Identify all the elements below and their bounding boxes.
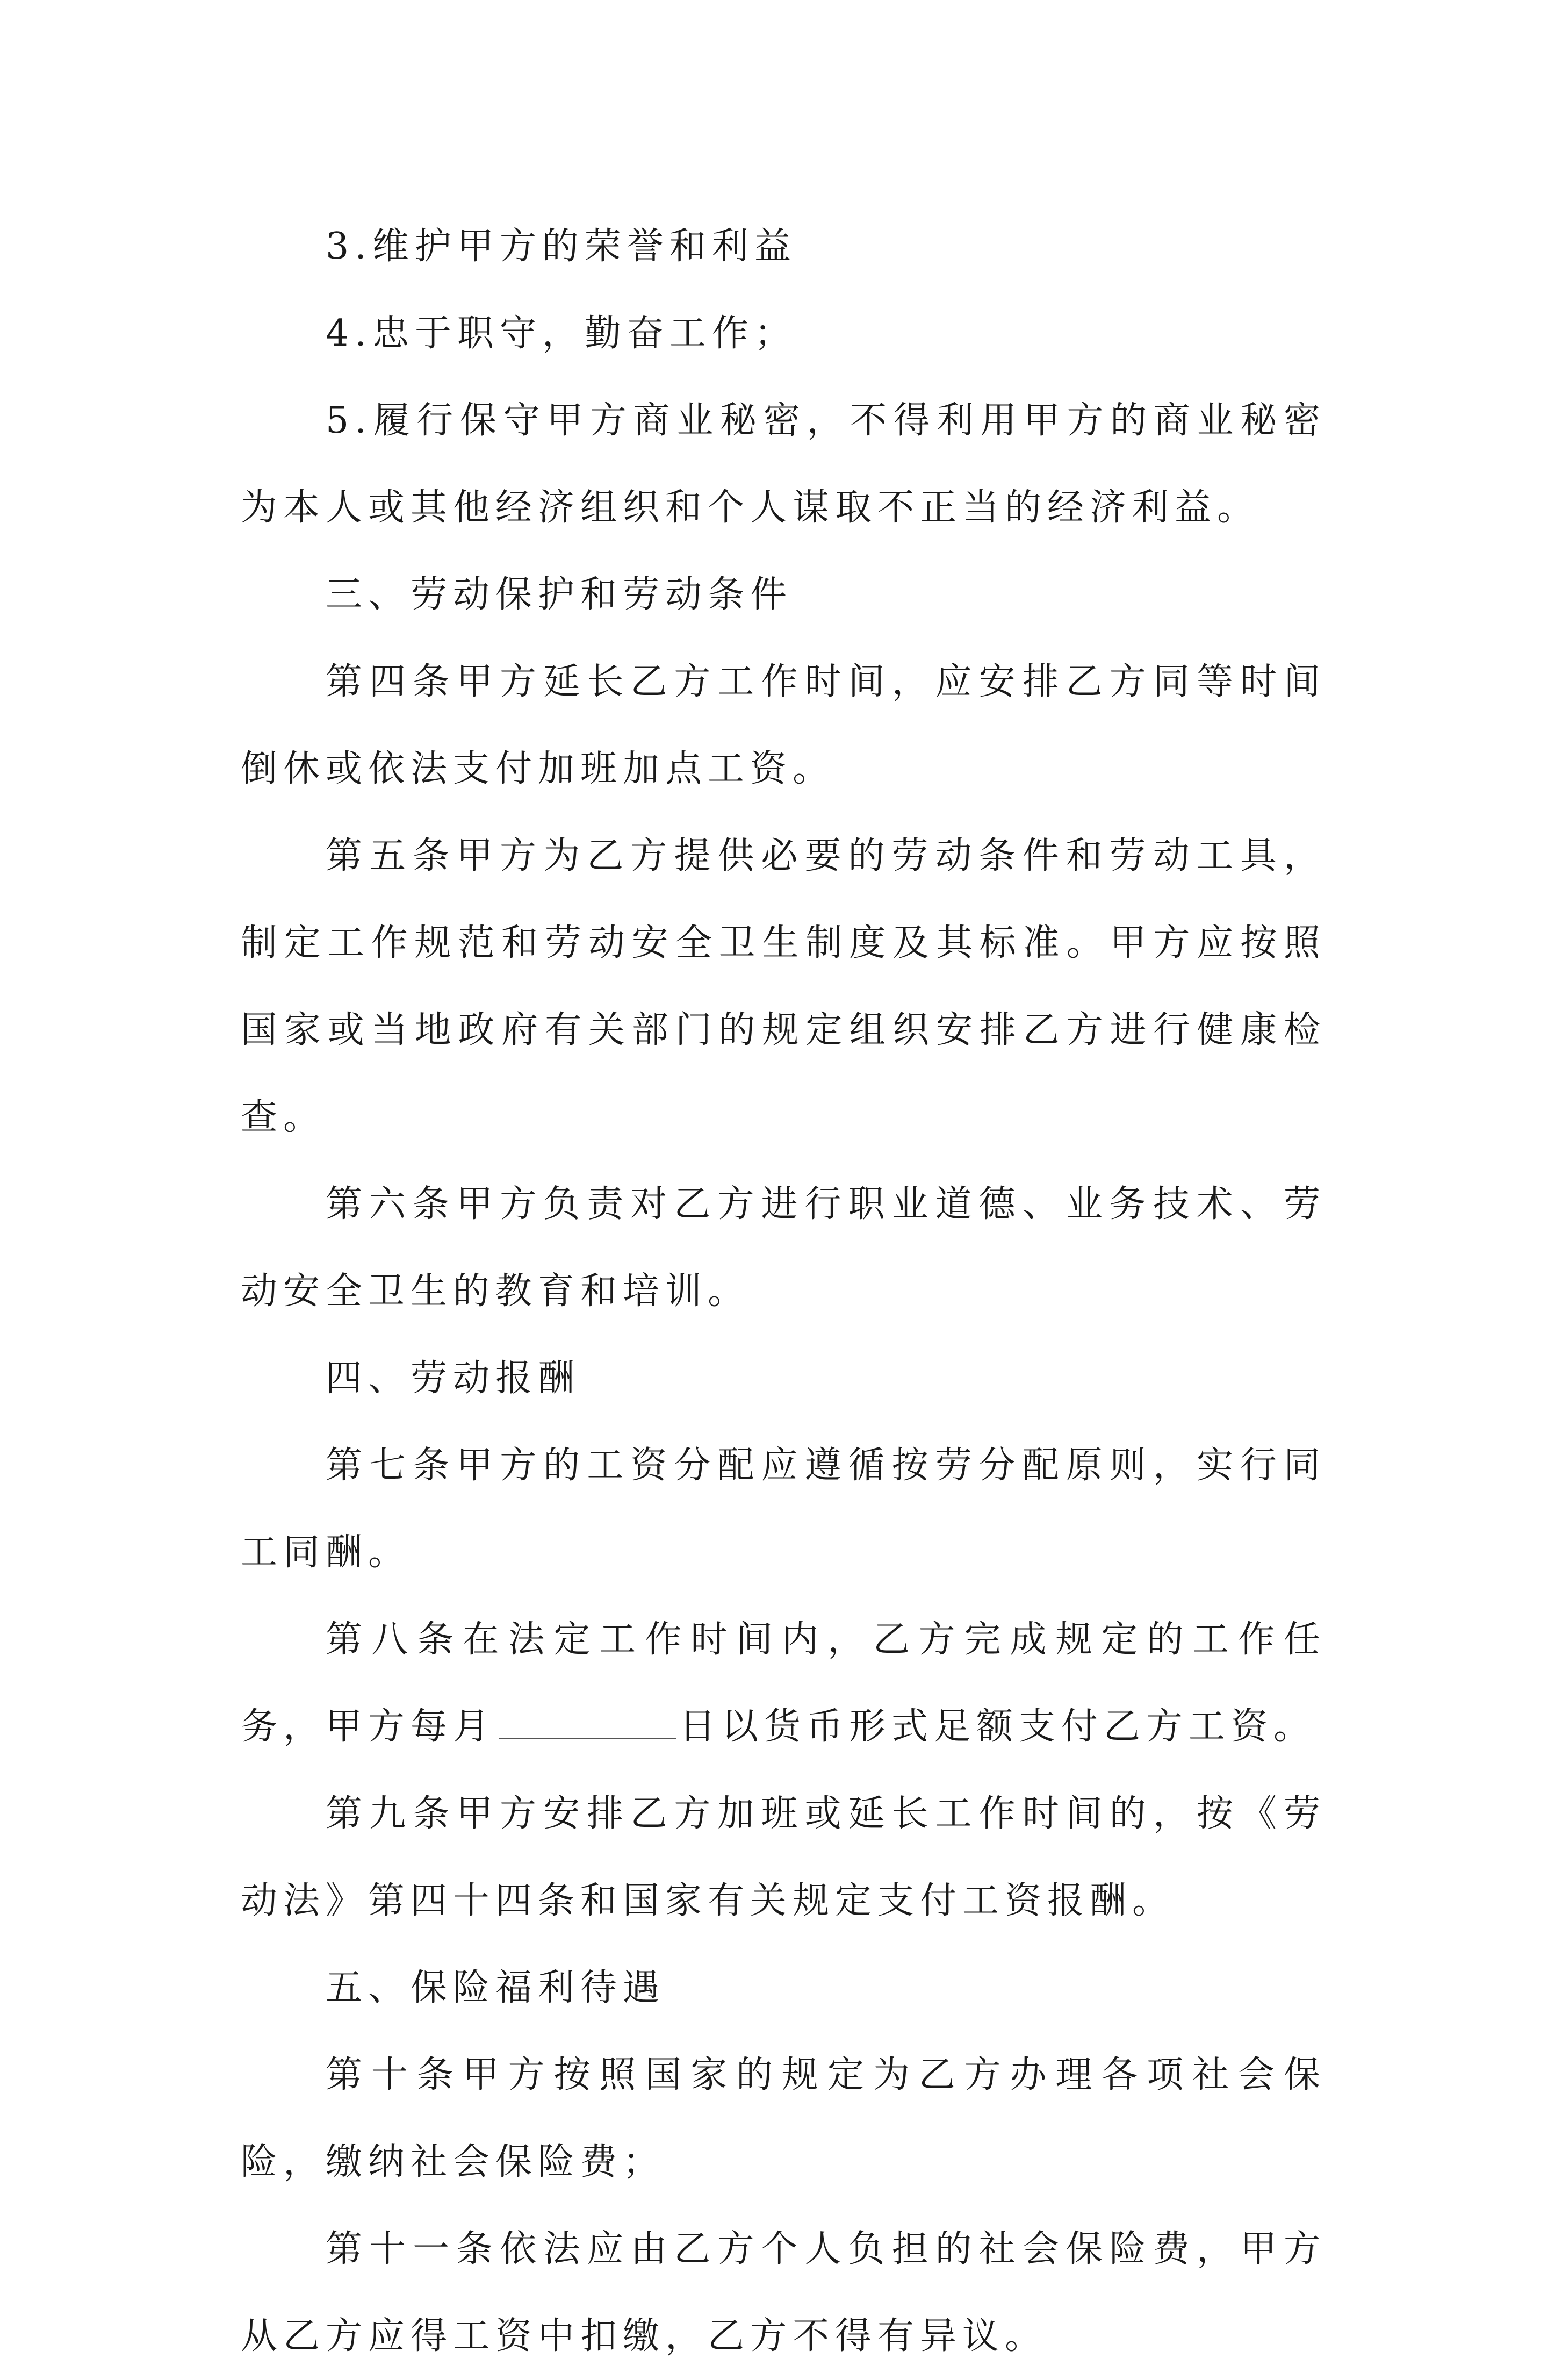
article-10: 第十条甲方按照国家的规定为乙方办理各项社会保险，缴纳社会保险费； <box>241 2054 1326 2183</box>
section-heading-remuneration: 四、劳动报酬 <box>326 1357 581 1400</box>
article-6: 第六条甲方负责对乙方进行职业道德、业务技术、劳动安全卫生的教育和培训。 <box>241 1183 1326 1313</box>
pay-day-blank-field[interactable] <box>499 1705 676 1739</box>
section-heading-labor-protection: 三、劳动保护和劳动条件 <box>326 574 793 616</box>
article-4: 第四条甲方延长乙方工作时间，应安排乙方同等时间倒休或依法支付加班加点工资。 <box>241 661 1326 790</box>
article-11: 第十一条依法应由乙方个人负担的社会保险费，甲方从乙方应得工资中扣缴，乙方不得有异议。 <box>241 2228 1326 2357</box>
article-8 <box>241 1596 1326 1770</box>
article-5: 第五条甲方为乙方提供必要的劳动条件和劳动工具，制定工作规范和劳动安全卫生制度及其标准。甲方应按照国家或当地政府有关部门的规定组织安排乙方进行健康检查。 <box>241 835 1326 1138</box>
clause-item-5: 5.履行保守甲方商业秘密，不得利用甲方的商业秘密为本人或其他经济组织和个人谋取不正当的经济利益。 <box>241 399 1326 529</box>
article-7: 第七条甲方的工资分配应遵循按劳分配原则，实行同工同酬。 <box>241 1444 1326 1574</box>
article-8-text-after-blank: 日以货币形式足额支付乙方工资。 <box>679 1705 1316 1748</box>
document-body <box>241 203 1326 2380</box>
section-heading-insurance: 五、保险福利待遇 <box>326 1967 666 2009</box>
clause-item-3: 3.维护甲方的荣誉和利益 <box>326 225 797 268</box>
clause-item-4: 4.忠于职守，勤奋工作； <box>326 312 797 355</box>
article-8-text-before-blank: 第八条在法定工作时间内，乙方完成规定的工作任务，甲方每月 <box>241 1618 1326 1748</box>
article-9: 第九条甲方安排乙方加班或延长工作时间的，按《劳动法》第四十四条和国家有关规定支付工资报酬。 <box>241 1793 1326 1922</box>
